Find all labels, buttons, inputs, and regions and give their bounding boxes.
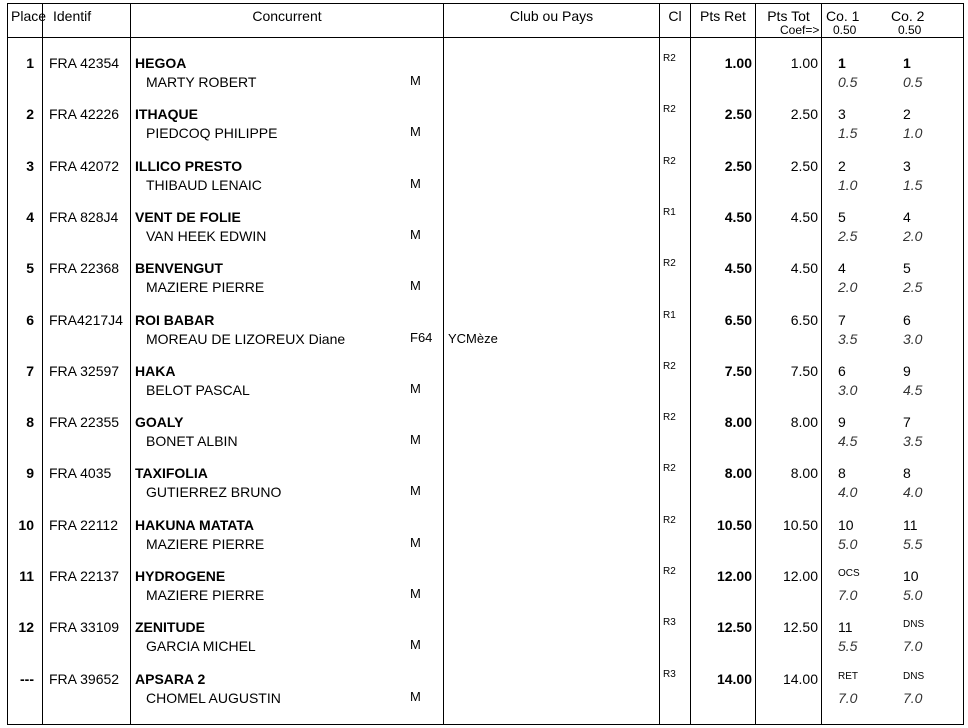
pts-tot: 4.50	[790, 260, 818, 277]
co1-points: 3.0	[838, 381, 858, 398]
class: R1	[663, 206, 676, 218]
skipper-name: BONET ALBIN	[146, 433, 238, 450]
skipper-name: PIEDCOQ PHILIPPE	[146, 125, 278, 142]
co1-points: 0.5	[838, 74, 858, 90]
co2-points: 7.0	[903, 689, 923, 706]
identif: FRA 33109	[49, 619, 120, 636]
skipper-name: MARTY ROBERT	[146, 74, 257, 90]
pts-ret: 12.00	[716, 568, 752, 584]
pts-tot: 12.00	[782, 568, 818, 584]
skipper-name: GUTIERREZ BRUNO	[146, 484, 282, 501]
co1-rank: 4	[838, 260, 846, 277]
identif: FRA 42354	[49, 55, 120, 71]
co1-points: 1.0	[838, 176, 858, 193]
header-place: Place	[11, 8, 47, 24]
header-pts-tot: Pts Tot	[767, 8, 810, 24]
skipper-name: MAZIERE PIERRE	[146, 279, 265, 296]
category: M	[410, 226, 421, 242]
pts-ret: 8.00	[724, 465, 752, 482]
co2-rank: 11	[903, 516, 918, 533]
co1-rank: 1	[838, 55, 846, 71]
class: R2	[663, 258, 676, 270]
class: R2	[663, 566, 676, 577]
category: M	[410, 380, 421, 396]
category: M	[410, 175, 421, 191]
pts-tot: 6.50	[790, 311, 818, 328]
pts-ret: 4.50	[724, 208, 752, 225]
pts-tot: 4.50	[790, 208, 818, 225]
boat-name: BENVENGUT	[135, 260, 223, 277]
boat-name: TAXIFOLIA	[135, 465, 208, 482]
co1-points: 7.0	[838, 689, 858, 706]
boat-name: VENT DE FOLIE	[135, 208, 241, 225]
header-concurrent: Concurrent	[252, 8, 322, 24]
pts-ret: 1.00	[724, 55, 752, 71]
co1-points: 3.5	[838, 330, 858, 347]
identif: FRA 828J4	[49, 208, 119, 225]
pts-ret: 2.50	[724, 157, 752, 174]
co1-rank: 11	[838, 619, 853, 636]
co1-points: 2.0	[838, 279, 858, 296]
header-co2: Co. 2	[891, 8, 925, 24]
class: R2	[663, 463, 676, 475]
co1-rank: 2	[838, 157, 846, 174]
co1-rank: 5	[838, 208, 846, 225]
header-pts-ret: Pts Ret	[700, 8, 746, 24]
co1-points: 5.0	[838, 535, 858, 552]
boat-name: ITHAQUE	[135, 106, 198, 123]
co2-rank: 4	[903, 208, 911, 225]
skipper-name: MAZIERE PIERRE	[146, 535, 265, 552]
co1-rank: 10	[838, 516, 854, 533]
pts-tot: 8.00	[790, 414, 818, 431]
skipper-name: VAN HEEK EDWIN	[146, 227, 267, 244]
header-co1-coef: 0.50	[833, 23, 857, 37]
col-border-left	[7, 3, 8, 725]
co1-points: 1.5	[838, 125, 858, 142]
pts-tot: 2.50	[790, 106, 818, 123]
pts-tot: 14.00	[782, 670, 818, 687]
identif: FRA 22368	[49, 260, 120, 277]
place: 5	[26, 260, 34, 277]
co1-points: 5.5	[838, 638, 858, 655]
co2-rank: 1	[903, 55, 911, 71]
identif: FRA 32597	[49, 362, 120, 379]
co2-points: 5.5	[903, 535, 923, 552]
pts-ret: 12.50	[716, 619, 752, 636]
place: 10	[18, 516, 34, 533]
co2-rank: DNS	[903, 619, 925, 631]
pts-tot: 2.50	[790, 157, 818, 174]
co1-points: 4.5	[838, 433, 858, 450]
header-club: Club ou Pays	[509, 8, 594, 24]
co2-points: 0.5	[903, 74, 923, 90]
place: 12	[18, 619, 34, 636]
boat-name: ILLICO PRESTO	[135, 157, 243, 174]
category: M	[410, 637, 421, 653]
category: M	[410, 688, 421, 704]
category: M	[410, 278, 421, 294]
skipper-name: BELOT PASCAL	[146, 381, 250, 398]
co1-rank: OCS	[838, 568, 860, 579]
co1-rank: 6	[838, 362, 846, 379]
col-border-club	[659, 3, 660, 725]
co1-rank: 3	[838, 106, 846, 123]
pts-ret: 6.50	[724, 311, 752, 328]
co2-rank: 5	[903, 260, 911, 277]
class: R3	[663, 617, 676, 629]
identif: FRA 22137	[49, 568, 120, 584]
header-co2-coef: 0.50	[898, 23, 922, 37]
co2-points: 3.0	[903, 330, 923, 347]
pts-tot: 12.50	[782, 619, 818, 636]
pts-ret: 14.00	[716, 670, 752, 687]
co2-rank: 9	[903, 362, 911, 379]
pts-ret: 7.50	[724, 362, 752, 379]
class: R1	[663, 309, 676, 321]
identif: FRA 42226	[49, 106, 120, 123]
col-border-identif	[130, 3, 131, 725]
skipper-name: THIBAUD LENAIC	[146, 176, 262, 193]
skipper-name: MAZIERE PIERRE	[146, 587, 265, 603]
place: ---	[20, 670, 34, 687]
identif: FRA 42072	[49, 157, 120, 174]
skipper-name: MOREAU DE LIZOREUX Diane	[146, 330, 346, 347]
co2-rank: 8	[903, 465, 911, 482]
place: 7	[26, 362, 34, 379]
class: R2	[663, 155, 676, 167]
class: R2	[663, 360, 676, 372]
co2-points: 2.5	[903, 279, 923, 296]
identif: FRA 39652	[49, 670, 120, 687]
col-border-place	[42, 3, 43, 725]
co2-points: 1.5	[903, 176, 923, 193]
header-co1: Co. 1	[826, 8, 860, 24]
boat-name: ROI BABAR	[135, 311, 215, 328]
pts-ret: 2.50	[724, 106, 752, 123]
boat-name: HYDROGENE	[135, 568, 226, 584]
co2-points: 4.5	[903, 381, 923, 398]
boat-name: ZENITUDE	[135, 619, 205, 636]
skipper-name: GARCIA MICHEL	[146, 638, 256, 655]
col-border-right	[963, 3, 964, 725]
place: 1	[26, 55, 34, 71]
header-coef: Coef=>	[780, 23, 820, 37]
co2-rank: 2	[903, 106, 911, 123]
skipper-name: CHOMEL AUGUSTIN	[146, 689, 281, 706]
co2-rank: 10	[903, 568, 919, 584]
co2-points: 1.0	[903, 125, 923, 142]
co2-rank: 3	[903, 157, 911, 174]
co1-rank: 8	[838, 465, 846, 482]
place: 4	[26, 208, 34, 225]
class: R2	[663, 412, 676, 424]
col-border-concurrent	[443, 3, 444, 725]
category: M	[410, 534, 421, 550]
co1-rank: 9	[838, 414, 846, 431]
class: R3	[663, 668, 676, 680]
place: 9	[26, 465, 34, 482]
co1-rank: 7	[838, 311, 846, 328]
category: M	[410, 124, 421, 140]
header-cl: Cl	[668, 8, 682, 24]
co2-rank: 7	[903, 414, 911, 431]
results-table	[7, 3, 964, 725]
co2-points: 4.0	[903, 484, 923, 501]
place: 8	[26, 414, 34, 431]
pts-ret: 10.50	[716, 516, 752, 533]
category: M	[410, 432, 421, 448]
co1-rank: RET	[838, 670, 858, 682]
boat-name: HAKA	[135, 362, 176, 379]
pts-ret: 8.00	[724, 414, 752, 431]
category: M	[410, 483, 421, 499]
header-identif: Identif	[53, 8, 92, 24]
club: YCMèze	[448, 330, 498, 346]
category: M	[410, 73, 421, 88]
boat-name: HEGOA	[135, 55, 187, 71]
co2-points: 2.0	[903, 227, 923, 244]
pts-tot: 10.50	[782, 516, 818, 533]
place: 2	[26, 106, 34, 123]
class: R2	[663, 104, 676, 116]
pts-tot: 8.00	[790, 465, 818, 482]
co1-points: 7.0	[838, 587, 858, 603]
col-border-ptstot	[821, 3, 822, 725]
co2-rank: DNS	[903, 670, 925, 682]
boat-name: HAKUNA MATATA	[135, 516, 254, 533]
category: M	[410, 586, 421, 601]
identif: FRA 4035	[49, 465, 112, 482]
pts-tot: 1.00	[790, 55, 818, 71]
co2-rank: 6	[903, 311, 911, 328]
identif: FRA 22355	[49, 414, 120, 431]
pts-ret: 4.50	[724, 260, 752, 277]
category: F64	[410, 329, 433, 345]
identif: FRA4217J4	[49, 311, 123, 328]
class: R2	[663, 53, 676, 64]
boat-name: GOALY	[135, 414, 184, 431]
pts-tot: 7.50	[790, 362, 818, 379]
boat-name: APSARA 2	[135, 670, 206, 687]
co1-points: 2.5	[838, 227, 858, 244]
co2-points: 7.0	[903, 638, 923, 655]
identif: FRA 22112	[49, 516, 119, 533]
co1-points: 4.0	[838, 484, 858, 501]
co2-points: 5.0	[903, 587, 923, 603]
co2-points: 3.5	[903, 433, 923, 450]
class: R2	[663, 514, 676, 526]
place: 3	[26, 157, 34, 174]
place: 11	[19, 568, 34, 584]
place: 6	[26, 311, 34, 328]
